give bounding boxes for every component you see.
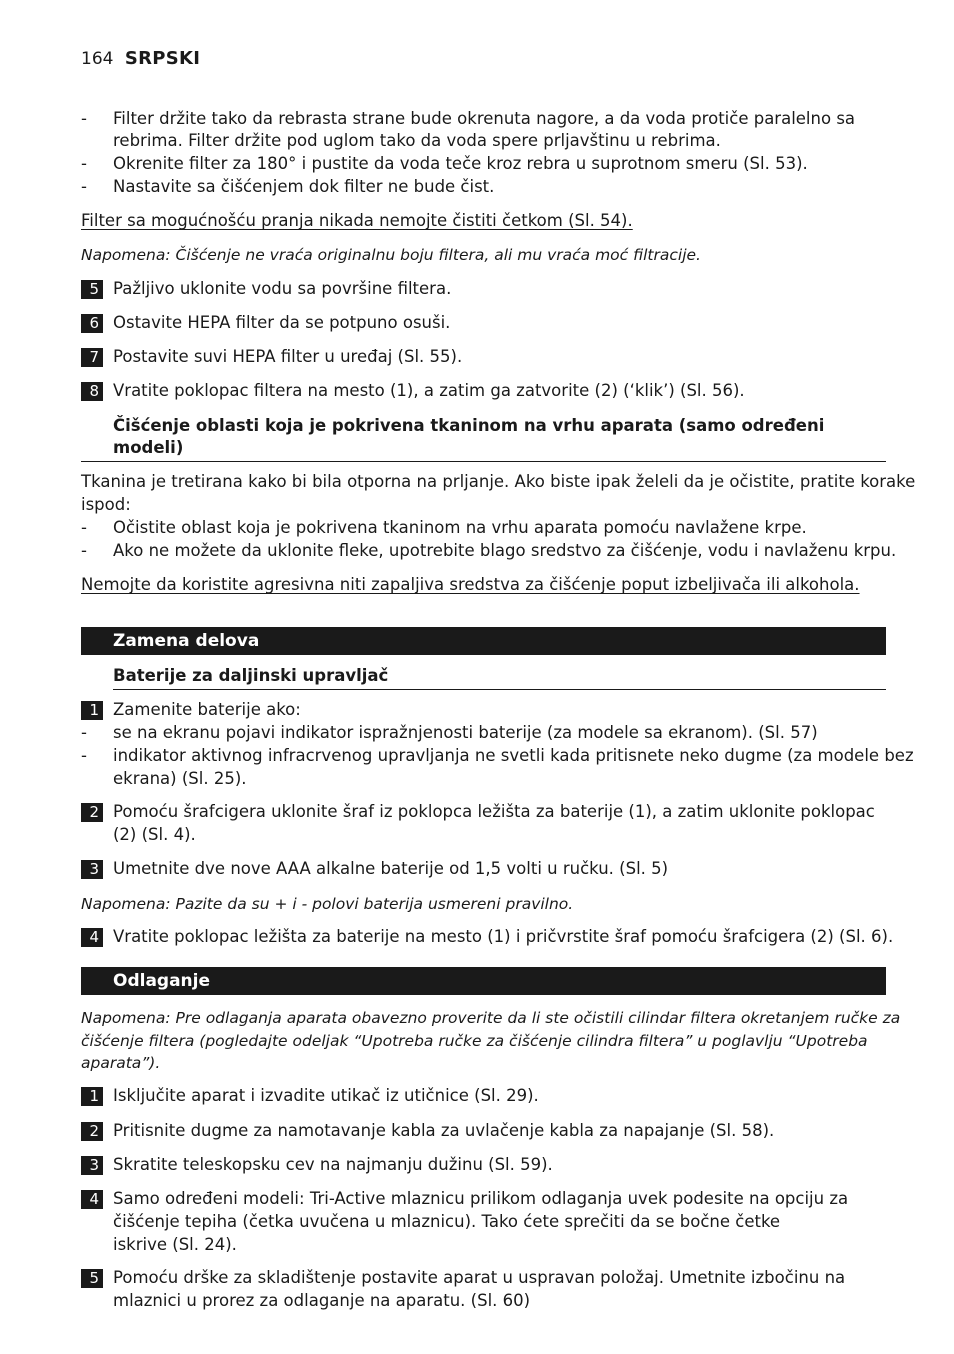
step-text: Umetnite dve nove AAA alkalne baterije od 1,5 volti u ručku. (Sl. 5) — [113, 859, 669, 878]
bullet-text: se na ekranu pojavi indikator ispražnjenosti baterije (za modele sa ekranom). (Sl. 57) — [113, 723, 818, 742]
bullet-text: ekrana) (Sl. 25). — [113, 769, 247, 788]
step-number: 1 — [81, 701, 103, 720]
warning-text: Filter sa mogućnošću pranja nikada nemojte čistiti četkom (Sl. 54). — [81, 211, 633, 230]
step-text: Pomoću drške za skladištenje postavite aparat u uspravan položaj. Umetnite izbočinu na — [113, 1268, 846, 1287]
intro-text: Tkanina je tretirana kako bi bila otporna na prljanje. Ako biste ipak želeli da je očistite, pratite korake — [81, 472, 916, 491]
step-text: Samo određeni modeli: Tri-Active mlaznicu prilikom odlaganja uvek podesite na opciju za — [113, 1189, 849, 1208]
section-bar — [81, 627, 886, 655]
note-text: čišćenje filtera (pogledajte odeljak “Upotreba ručke za čišćenje cilindra filtera” u poglavlju “Upotreba — [81, 1032, 868, 1050]
bullet-text: Očistite oblast koja je pokrivena tkaninom na vrhu aparata pomoću navlažene krpe. — [113, 518, 807, 537]
bullet-dash: - — [81, 541, 87, 560]
section-title: Zamena delova — [113, 631, 260, 651]
heading-rule — [113, 689, 886, 690]
bullet-text: Okrenite filter za 180° i pustite da voda teče kroz rebra u suprotnom smeru (Sl. 53). — [113, 154, 808, 173]
note-text: Napomena: Čišćenje ne vraća originalnu boju filtera, ali mu vraća moć filtracije. — [81, 246, 701, 264]
heading-rule — [81, 461, 886, 462]
bullet-text: Ako ne možete da uklonite fleke, upotrebite blago sredstvo za čišćenje, vodu i navlaženu krpu. — [113, 541, 897, 560]
step-text: Pažljivo uklonite vodu sa površine filtera. — [113, 279, 452, 298]
intro-text: ispod: — [81, 495, 131, 514]
subsection-heading: Čišćenje oblasti koja je pokrivena tkaninom na vrhu aparata (samo određeni — [113, 416, 825, 435]
section-bar — [81, 967, 886, 995]
step-number: 2 — [81, 803, 103, 822]
step-number: 8 — [81, 382, 103, 401]
bullet-dash: - — [81, 723, 87, 742]
page-number: 164 — [81, 49, 114, 69]
step-number: 5 — [81, 280, 103, 299]
page-header — [81, 48, 200, 70]
bullet-dash: - — [81, 518, 87, 537]
step-number: 6 — [81, 314, 103, 333]
step-number: 3 — [81, 1156, 103, 1175]
bullet-text: Filter držite tako da rebrasta strane bude okrenuta nagore, a da voda protiče paralelno sa — [113, 109, 856, 128]
subsection-heading: modeli) — [113, 438, 184, 457]
step-number: 3 — [81, 860, 103, 879]
bullet-dash: - — [81, 109, 87, 128]
warning-text: Nemojte da koristite agresivna niti zapaljiva sredstva za čišćenje poput izbeljivača ili alkohola. — [81, 575, 860, 594]
subsection-heading: Baterije za daljinski upravljač — [113, 666, 389, 685]
step-text: (2) (Sl. 4). — [113, 825, 196, 844]
step-text: mlaznici u prorez za odlaganje na aparatu. (Sl. 60) — [113, 1291, 531, 1310]
step-text: Vratite poklopac ležišta za baterije na mesto (1) i pričvrstite šraf pomoću šrafcigera (2) (Sl. 6). — [113, 927, 894, 946]
bullet-text: Nastavite sa čišćenjem dok filter ne bude čist. — [113, 177, 495, 196]
note-text: Napomena: Pre odlaganja aparata obavezno proverite da li ste očistili cilindar filtera okretanjem ručke za — [81, 1009, 901, 1027]
step-text: iskrive (Sl. 24). — [113, 1235, 237, 1254]
section-title: Odlaganje — [113, 971, 211, 991]
bullet-text: rebrima. Filter držite pod uglom tako da voda spere prljavštinu u rebrima. — [113, 131, 721, 150]
bullet-dash: - — [81, 177, 87, 196]
language-title: SRPSKI — [124, 48, 201, 69]
note-text: Napomena: Pazite da su + i - polovi baterija usmereni pravilno. — [81, 895, 574, 913]
note-text: aparata”). — [81, 1054, 161, 1072]
step-number: 5 — [81, 1269, 103, 1288]
step-number: 1 — [81, 1087, 103, 1106]
bullet-text: indikator aktivnog infracrvenog upravljanja ne svetli kada pritisnete neko dugme (za modele bez — [113, 746, 914, 765]
step-text: Zamenite baterije ako: — [113, 700, 301, 719]
step-text: Isključite aparat i izvadite utikač iz utičnice (Sl. 29). — [113, 1086, 539, 1105]
step-text: Pomoću šrafcigera uklonite šraf iz poklopca ležišta za baterije (1), a zatim uklonite poklopac — [113, 802, 875, 821]
step-number: 7 — [81, 348, 103, 367]
step-number: 4 — [81, 928, 103, 947]
step-text: Skratite teleskopsku cev na najmanju dužinu (Sl. 59). — [113, 1155, 553, 1174]
step-number: 4 — [81, 1190, 103, 1209]
step-text: Vratite poklopac filtera na mesto (1), a zatim ga zatvorite (2) (‘klik’) (Sl. 56). — [113, 381, 745, 400]
bullet-dash: - — [81, 746, 87, 765]
step-text: Ostavite HEPA filter da se potpuno osuši. — [113, 313, 451, 332]
step-text: Pritisnite dugme za namotavanje kabla za uvlačenje kabla za napajanje (Sl. 58). — [113, 1121, 775, 1140]
step-text: Postavite suvi HEPA filter u uređaj (Sl. 55). — [113, 347, 463, 366]
bullet-dash: - — [81, 154, 87, 173]
step-number: 2 — [81, 1122, 103, 1141]
step-text: čišćenje tepiha (četka uvučena u mlaznicu). Tako ćete sprečiti da se bočne četke — [113, 1212, 781, 1231]
